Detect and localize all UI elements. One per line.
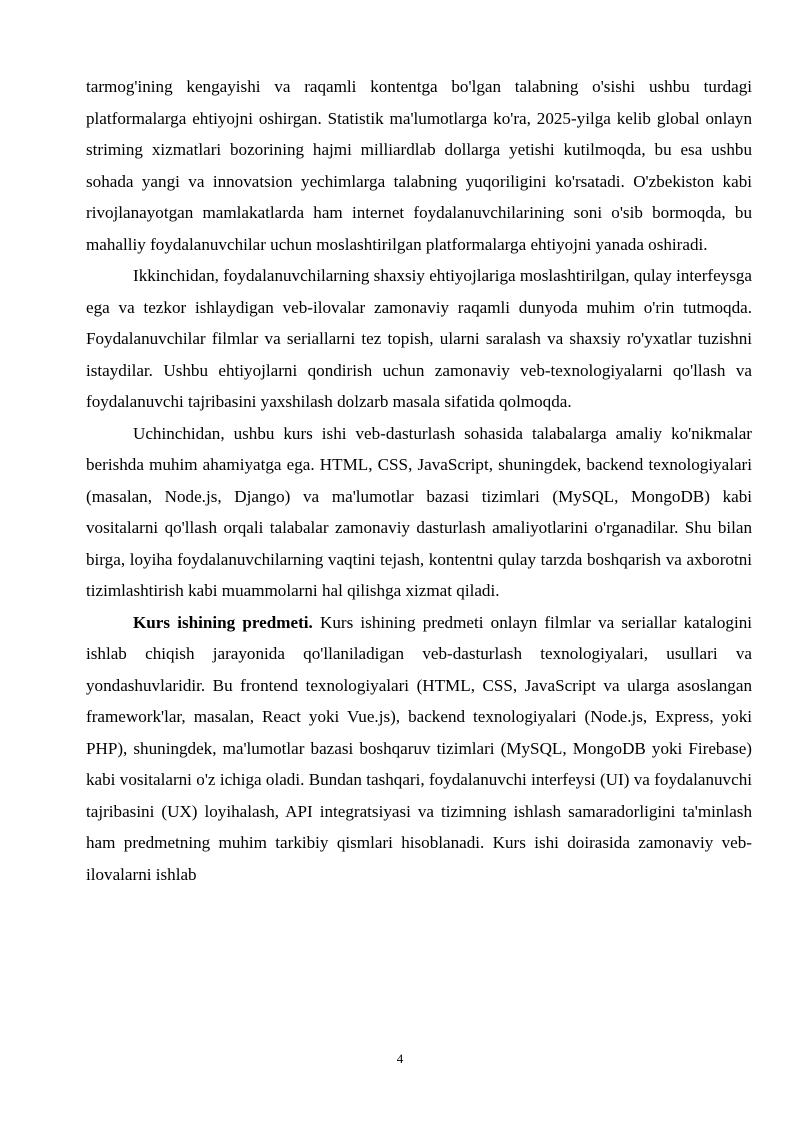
paragraph-uchinchidan xyxy=(86,418,752,607)
page-number: 4 xyxy=(396,1051,404,1066)
body-text xyxy=(86,71,752,890)
paragraph-text: tarmog'ining kengayishi va raqamli kontentga bo'lgan talabning o'sishi ushbu turdagi platformalarga ehtiyojni oshirgan. Statistik ma'lumotlarga ko'ra, 2025-yilga kelib global onlayn striming xizmatlari bozorining hajmi milliardlab dollarga yetishi kutilmoqda, bu esa ushbu sohada yangi va innovatsion yechimlarga talabning yuqoriligini ko'rsatadi. O'zbekiston kabi rivojlanayotgan mamlakatlarda ham internet foydalanuvchilarining soni o'sib bormoqda, bu mahalliy foydalanuvchilar uchun moslashtirilgan platformalarga ehtiyojni yanada oshiradi. xyxy=(86,77,752,254)
paragraph-text: Kurs ishining predmeti onlayn filmlar va seriallar katalogini ishlab chiqish jarayonida qo'llaniladigan veb-dasturlash texnologiyalari, usullari va yondashuvlaridir. Bu frontend texnologiyalari (HTML, CSS, JavaScript va ularga asoslangan framework'lar, masalan, React yoki Vue.js), backend texnologiyalari (Node.js, Express, yoki PHP), shuningdek, ma'lumotlar bazasi boshqaruv tizimlari (MySQL, MongoDB yoki Firebase) kabi vositalarni o'z ichiga oladi. Bundan tashqari, foydalanuvchi interfeysi (UI) va foydalanuvchi tajribasini (UX) loyihalash, API integratsiyasi va tizimning ishlash samaradorligini ta'minlash ham predmetning muhim tarkibiy qismlari hisoblanadi. Kurs ishi doirasida zamonaviy veb-ilovalarni ishlab xyxy=(86,612,752,884)
paragraph-text: Ikkinchidan, foydalanuvchilarning shaxsiy ehtiyojlariga moslashtirilgan, qulay interfeysga ega va tezkor ishlaydigan veb-ilovalar zamonaviy raqamli dunyoda muhim o'rin tutmoqda. Foydalanuvchilar filmlar va seriallarni tez topish, ularni saralash va shaxsiy ro'yxatlar tuzishni istaydilar. Ushbu ehtiyojlarni qondirish uchun zamonaviy veb-texnologiyalarni qo'llash va foydalanuvchi tajribasini yaxshilash dolzarb masala sifatida qolmoqda. xyxy=(86,266,753,411)
paragraph-heading: Kurs ishining predmeti. xyxy=(133,612,313,632)
paragraph-predmet xyxy=(86,607,752,891)
paragraph-text: Uchinchidan, ushbu kurs ishi veb-dasturlash sohasida talabalarga amaliy ko'nikmalar berishda muhim ahamiyatga ega. HTML, CSS, JavaScript, shuningdek, backend texnologiyalari (masalan, Node.js, Django) va ma'lumotlar bazasi tizimlari (MySQL, MongoDB) kabi vositalarni qo'llash orqali talabalar zamonaviy dasturlash amaliyotlarini o'rganadilar. Shu bilan birga, loyiha foydalanuvchilarning vaqtini tejash, kontentni qulay tarzda boshqarish va axborotni tizimlashtirish kabi muammolarni hal qilishga xizmat qiladi. xyxy=(86,423,752,600)
paragraph-continuation xyxy=(86,71,752,260)
paragraph-ikkinchidan xyxy=(86,260,752,418)
